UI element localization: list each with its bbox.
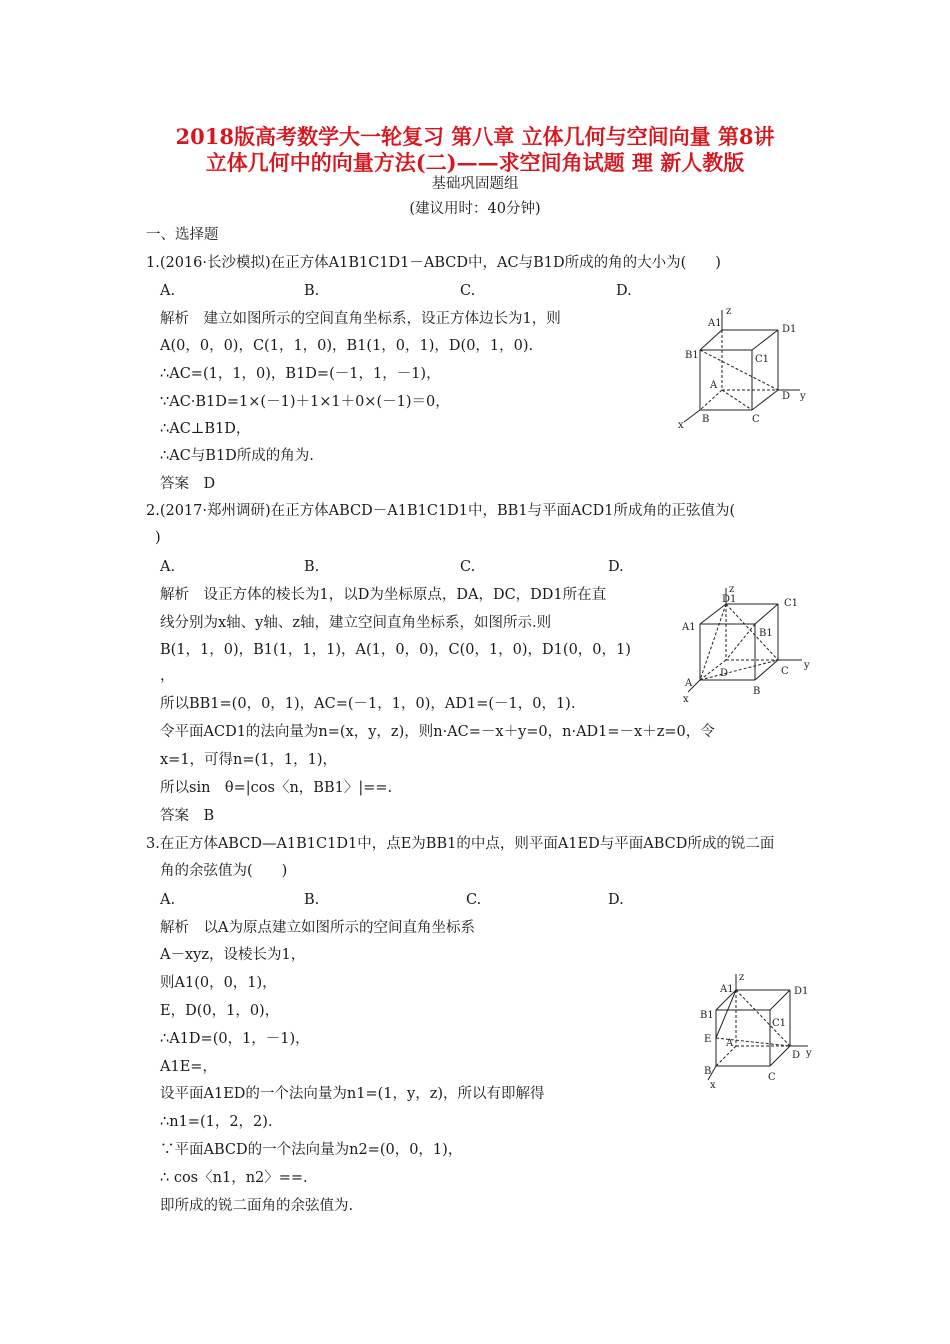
section-heading: 一、选择题 [146, 227, 219, 243]
fig3-axis-x: x [710, 1080, 716, 1091]
q3-solution-line: ∴A1D=(0，1，－1)， [160, 1031, 310, 1047]
fig1-axis-x: x [678, 420, 684, 431]
q3-solution-line: ∴n1=(1，2，2). [160, 1114, 273, 1130]
q2-option-b: B. [304, 559, 320, 575]
cube-figure-3 [698, 970, 818, 1096]
q2-answer: 答案 B [160, 808, 215, 824]
fig2-label-d: D [720, 668, 729, 679]
q2-solution-line: 线分别为x轴、y轴、z轴，建立空间直角坐标系，如图所示.则 [160, 615, 552, 631]
fig3-label-b: B [704, 1066, 712, 1077]
fig3-label-c: C [768, 1072, 776, 1083]
q2-option-a: A. [160, 559, 176, 575]
fig3-label-d1: D1 [794, 986, 809, 997]
fig3-axis-y: y [806, 1048, 812, 1059]
fig2-label-c: C [781, 666, 789, 677]
q3-solution-line: ∵平面ABCD的一个法向量为n2=(0，0，1)， [160, 1142, 463, 1158]
fig1-label-c1: C1 [755, 354, 770, 365]
subtitle: 基础巩固题组 [431, 176, 519, 192]
q3-solution-line: A1E=， [160, 1059, 217, 1075]
fig2-axis-z: z [729, 584, 735, 595]
fig2-label-d1: D1 [722, 594, 737, 605]
cube-figure-2 [680, 582, 816, 708]
fig1-label-b: B [702, 414, 710, 425]
q2-stem-continued: ) [155, 530, 161, 546]
q1-option-d: D. [616, 283, 632, 299]
q1-solution-line: ∴AC与B1D所成的角为. [160, 448, 314, 464]
q2-option-c: C. [460, 559, 476, 575]
q3-solution-line: 设平面A1ED的一个法向量为n1=(1，y，z)，所以有即解得 [160, 1086, 545, 1102]
fig1-axis-z: z [726, 306, 732, 317]
q2-solution-line: 令平面ACD1的法向量为n=(x，y，z)，则n·AC=－x＋y=0，n·AD1=－x＋z=0，令 [160, 724, 715, 740]
fig2-axis-y: y [804, 660, 810, 671]
q1-solution-line: ∵AC·B1D=1×(－1)＋1×1＋0×(－1)＝0， [160, 394, 450, 410]
q1-solution-line: ∴AC⊥B1D， [160, 421, 251, 437]
fig3-label-e: E [704, 1034, 712, 1045]
fig1-label-b1: B1 [685, 350, 699, 361]
q1-stem: 1.(2016·长沙模拟)在正方体A1B1C1D1－ABCD中，AC与B1D所成的角的大小为( ) [146, 255, 721, 271]
fig3-label-a: A [726, 1038, 734, 1049]
fig2-label-a1: A1 [682, 622, 696, 633]
fig2-axis-x: x [683, 694, 689, 705]
q2-solution-line: 所以BB1=(0，0，1)，AC=(－1，1，0)，AD1=(－1，0，1). [160, 696, 576, 712]
fig3-label-a1: A1 [720, 984, 734, 995]
q3-solution-line: E，D(0，1，0)， [160, 1003, 280, 1019]
q2-stem: 2.(2017·郑州调研)在正方体ABCD－A1B1C1D1中，BB1与平面ACD1所成角的正弦值为( [146, 503, 736, 519]
time-hint: (建议用时：40分钟) [409, 201, 541, 217]
q2-solution-line: x=1，可得n=(1，1，1)， [160, 752, 338, 768]
q1-option-b: B. [304, 283, 320, 299]
q1-solution-line: 解析 建立如图所示的空间直角坐标系，设正方体边长为1，则 [160, 311, 561, 327]
q3-solution-line: ∴ cos〈n1，n2〉==. [160, 1170, 308, 1186]
q2-solution-line: 解析 设正方体的棱长为1，以D为坐标原点，DA，DC，DD1所在直 [160, 587, 607, 603]
fig2-label-c1: C1 [784, 598, 799, 609]
fig3-label-d: D [792, 1050, 801, 1061]
fig2-label-b: B [753, 686, 761, 697]
document-title-line-1: 2018版高考数学大一轮复习 第八章 立体几何与空间向量 第8讲 [175, 124, 775, 149]
q1-option-a: A. [160, 283, 176, 299]
q3-stem: 3.在正方体ABCD—A1B1C1D1中，点E为BB1的中点，则平面A1ED与平面ABCD所成的锐二面 [146, 836, 775, 852]
q3-solution-line: 解析 以A为原点建立如图所示的空间直角坐标系 [160, 920, 475, 936]
fig1-label-d1: D1 [782, 324, 797, 335]
fig1-label-d: D [782, 391, 791, 402]
q2-solution-line: B(1，1，0)，B1(1，1，1)，A(1，0，0)，C(0，1，0)，D1(0，0，1) [160, 642, 631, 658]
fig1-label-a: A [710, 380, 718, 391]
q1-solution-line: ∴AC=(1，1，0)，B1D=(－1，1，－1)， [160, 366, 441, 382]
q2-solution-line: ， [160, 668, 175, 684]
q3-option-b: B. [304, 892, 320, 908]
q3-solution-line: A－xyz，设棱长为1， [160, 947, 306, 963]
cube-figure-1 [672, 302, 812, 434]
q3-solution-line: 则A1(0，0，1)， [160, 975, 277, 991]
q3-option-d: D. [608, 892, 624, 908]
q3-stem-continued: 角的余弦值为( ) [160, 863, 288, 879]
q2-solution-line: 所以sin θ=|cos〈n，BB1〉|==. [160, 780, 393, 796]
fig2-label-a: A [685, 678, 693, 689]
q1-solution-line: A(0，0，0)，C(1，1，0)，B1(1，0，1)，D(0，1，0). [160, 338, 534, 354]
q1-option-c: C. [460, 283, 476, 299]
fig1-label-a1: A1 [708, 318, 722, 329]
document-title-line-2: 立体几何中的向量方法(二)——求空间角试题 理 新人教版 [205, 150, 745, 175]
q2-option-d: D. [608, 559, 624, 575]
fig1-axis-y: y [800, 391, 806, 402]
fig2-label-b1: B1 [759, 628, 773, 639]
q3-option-c: C. [466, 892, 482, 908]
q3-solution-line: 即所成的锐二面角的余弦值为. [160, 1198, 354, 1214]
fig1-label-c: C [752, 414, 760, 425]
fig3-label-b1: B1 [700, 1010, 714, 1021]
q3-option-a: A. [160, 892, 176, 908]
q1-answer: 答案 D [160, 476, 216, 492]
fig3-label-c1: C1 [772, 1018, 787, 1029]
fig3-axis-z: z [739, 972, 745, 983]
